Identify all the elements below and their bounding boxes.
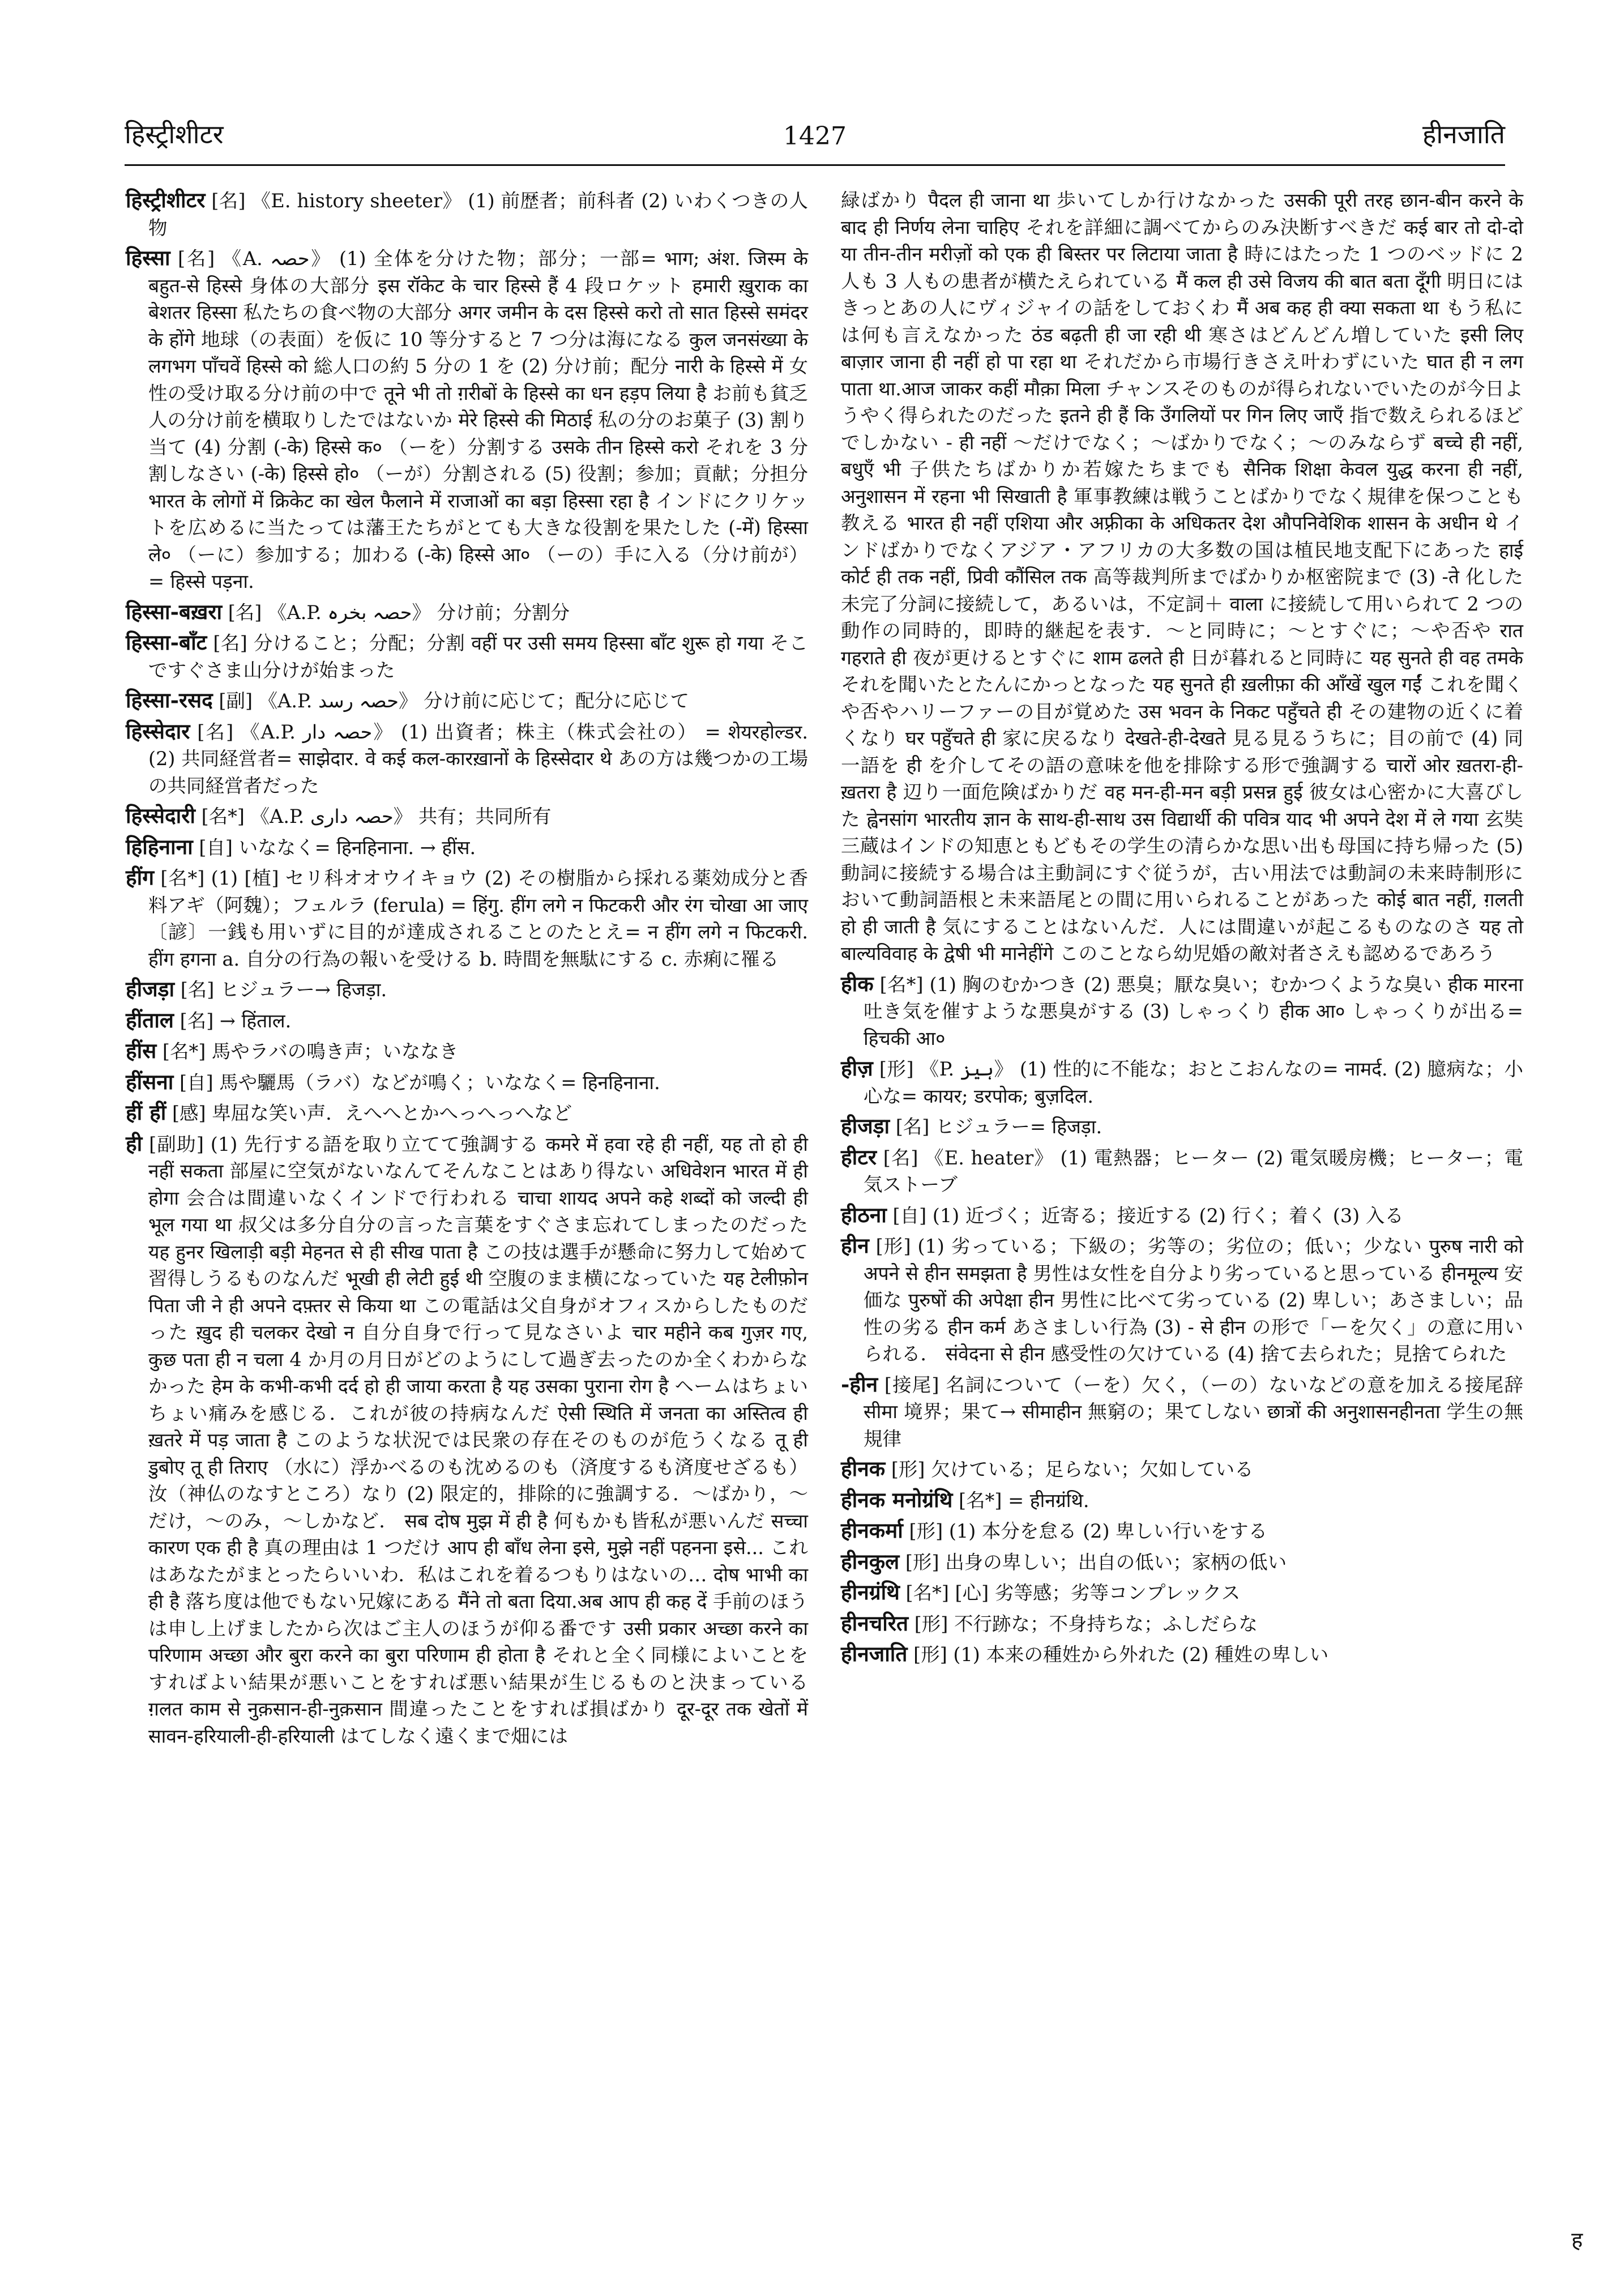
entry-definition: [名] 《A. حصہ》 (1) 全体を分けた物；部分；一部= भाग; अंश. जिस्म के बहुत-से हिस्से 身体の大部分 इस रॉकेट के चार हिस्से हैं 4 段ロケット हमारी ख़ुराक का बेशतर हिस्सा 私たちの食べ物の大部分 अगर जमीन के दस हिस्से करो तो सात हिस्से समंदर के होंगे 地球（の表面）を仮に 10 等分すると 7 つ分は海になる कुल जनसंख्या के लगभग पाँचवें हिस्से को 総人口の約 5 分の 1 を (2) 分け前；配分 नारी के हिस्से में 女性の受け取る分け前の中で तूने भी तो ग़रीबों के हिस्से का धन हड़प लिया है お前も貧乏人の分け前を横取りしたではないか मेरे हिस्से की मिठाई 私の分のお菓子 (3) 割り当て (4) 分割 (-के) हिस्से क० （ーを）分割する उसके तीन हिस्से करो それを 3 分割しなさい (-के) हिस्से हो० （ーが）分割される (5) 役割；参加；貢献；分担分 भारत के लोगों में क्रिकेट का खेल फैलाने में राजाओं का बड़ा हिस्सा रहा है インドにクリケットを広めるに当たっては藩王たちがとても大きな役割を果たした (-में) हिस्सा ले० （ーに）参加する；加わる (-के) हिस्से आ० （ーの）手に入る（分け前が） = हिस्से पड़ना. xyxy=(148,247,808,592)
header-rule xyxy=(125,164,1505,166)
entry-definition: [名] 《E. heater》 (1) 電熱器；ヒーター (2) 電気暖房機；ヒーター；電気ストーブ xyxy=(864,1146,1523,1196)
entry-definition: [接尾] 名詞について（ーを）欠く，（ーの）ないなどの意を加える接尾辞 सीमा 境界；果て→ सीमाहीन 無窮の；果てしない छात्रों की अनुशासनहीनता 学生の無規律 xyxy=(864,1373,1523,1450)
entry-definition: [名*] (1) [植] セリ科オオウイキョウ (2) その樹脂から採れる薬効成分と香料アギ（阿魏）；フェルラ (ferula) = हिंगु. हींग लगे न फिटकरी और रंग चोखा आ जाए 〔諺〕一銭も用いずに目的が達成されることのたとえ= न हींग लगे न फिटकरी. हींग हगना a. 自分の行為の報いを受ける b. 時間を無駄にする c. 赤痢に罹る xyxy=(148,867,808,970)
entry-definition: [名*] [心] 劣等感；劣等コンプレックス xyxy=(899,1582,1241,1604)
dictionary-entry xyxy=(126,1038,808,1065)
entry-definition: 緑ばかり पैदल ही जाना था 歩いてしか行けなかった उसकी पूरी तरह छान-बीन करने के बाद ही निर्णय लेना चाहिए それを詳細に調べてからのみ決断すべきだ कई बार तो दो-दो या तीन-तीन मरीज़ों को एक ही बिस्तर पर लिटाया जाता है 時にはたった 1 つのベッドに 2 人も 3 人もの患者が横たえられている मैं कल ही उसे विजय की बात बता दूँगी 明日にはきっとあの人にヴィジャイの話をしておくわ मैं अब कह ही क्या सकता था もう私には何も言えなかった ठंड बढ़ती ही जा रही थी 寒さはどんどん増していた इसी लिए बाज़ार जाना ही नहीं हो पा रहा था それだから市場行きさえ叶わずにいた घात ही न लग पाता था.आज जाकर कहीं मौक़ा मिला チャンスそのものが得られないでいたのが今日ようやく得られたのだった इतने ही हैं कि उँगलियों पर गिन लिए जाएँ 指で数えられるほどでしかない - ही नहीं 〜だけでなく；〜ばかりでなく；〜のみならず बच्चे ही नहीं, बधुएँ भी 子供たちばかりか若嫁たちまでも सैनिक शिक्षा केवल युद्ध करना ही नहीं, अनुशासन में रहना भी सिखाती है 軍事教練は戦うことばかりでなく規律を保つことも教える भारत ही नहीं एशिया और अफ़्रीका के अधिकतर देश औपनिवेशिक शासन के अधीन थे インドばかりでなくアジア・アフリカの大多数の国は植民地支配下にあった हाई कोर्ट ही तक नहीं, प्रिवी कौंसिल तक 高等裁判所までばかりか枢密院まで (3) -ते 化した未完了分詞に接続して，あるいは，不定詞＋ वाला に接続して用いられて 2 つの動作の同時的，即時的継起を表す．〜と同時に；〜とすぐに；〜や否や रात गहराते ही 夜が更けるとすぐに शाम ढलते ही 日が暮れると同時に यह सुनते ही वह तमके それを聞いたとたんにかっとなった यह सुनते ही ख़लीफ़ा की आँखें खुल गईं これを聞くや否やハリーファーの目が覚めた उस भवन के निकट पहुँचते ही その建物の近くに着くなり घर पहुँचते ही 家に戻るなり देखते-ही-देखते 見る見るうちに；目の前で (4) 同一語を ही を介してその語の意味を他を排除する形で強調する चारों ओर ख़तरा-ही-ख़तरा है 辺り一面危険ばかりだ वह मन-ही-मन बड़ी प्रसन्न हुई 彼女は心密かに大喜びした ह्वेनसांग भारतीय ज्ञान के साथ-ही-साथ उस विद्यार्थी की पवित्र याद भी अपने देश में ले गया 玄奘三蔵はインドの知恵ともどもその学生の清らかな思い出も母国に持ち帰った (5) 動詞に接続する場合は主動詞にすぐ従うが，古い用法では動詞の未来時制形において動詞語根と未来語尾との間に用いられることがあった कोई बात नहीं, ग़लती हो ही जाती है 気にすることはないんだ．人には間違いが起こるものなのさ यह तो बाल्यविवाह के द्वेषी भी मानेहींगे このことなら幼児婚の敵対者さえも認めるであろう xyxy=(841,189,1523,964)
section-letter: ह xyxy=(1571,2227,1583,2252)
dictionary-entry xyxy=(126,187,808,241)
entry-definition: [名] 《A.P. حصہ دار》 (1) 出資者；株主（株式会社の） = शेयरहोल्डर. (2) 共同経営者= साझेदार. वे कई कल-कारख़ानों के हिस्सेदार थे あの方は幾つかの工場の共同経営者だった xyxy=(148,720,808,797)
entry-headword: हीक xyxy=(841,971,874,996)
dictionary-entry xyxy=(126,1130,808,1750)
dictionary-entry xyxy=(841,1487,1523,1514)
dictionary-entry xyxy=(841,187,1523,967)
entry-headword: हींग xyxy=(126,865,155,890)
left-guide-word: हिस्ट्रीशीटर xyxy=(125,119,224,150)
entry-headword: हिस्ट्रीशीटर xyxy=(126,187,206,212)
entry-definition: [自] (1) 近づく；近寄る；接近する (2) 行く；着く (3) 入る xyxy=(886,1204,1404,1227)
entry-headword: हिस्सा-बख़रा xyxy=(126,599,223,624)
dictionary-entry xyxy=(841,1113,1523,1141)
entry-definition: [形] 不行跡な；不身持ちな；ふしだらな xyxy=(908,1612,1258,1635)
dictionary-entry xyxy=(841,971,1523,1052)
entry-headword: हींस xyxy=(126,1038,157,1063)
right-guide-word: हीनजाति xyxy=(1422,119,1505,150)
entry-definition: [名] → हिंताल. xyxy=(174,1009,292,1032)
dictionary-entry xyxy=(841,1641,1523,1668)
left-column xyxy=(126,187,808,1753)
dictionary-entry xyxy=(126,834,808,861)
entry-headword: हींताल xyxy=(126,1007,174,1032)
dictionary-entry xyxy=(841,1371,1523,1453)
entry-definition: [名] ヒジュラー→ हिजड़ा. xyxy=(174,979,387,1001)
entry-headword: हीठना xyxy=(841,1202,887,1227)
entry-definition: [形] (1) 本来の種姓から外れた (2) 種姓の卑しい xyxy=(907,1644,1329,1666)
entry-headword: हिस्सेदारी xyxy=(126,803,195,828)
entry-definition: [形] (1) 劣っている；下級の；劣等の；劣位の；低い；少ない पुरुष नारी को अपने से हीन समझता है 男性は女性を自分より劣っていると思っている हीनमूल्य 安価な पुरुषों की अपेक्षा हीन 男性に比べて劣っている (2) 卑しい；あさましい；品性の劣る हीन कर्म あさましい行為 (3) - से हीन の形で「ーを欠く」の意に用いられる． संवेदना से हीन 感受性の欠けている (4) 捨て去られた；見捨てられた xyxy=(864,1235,1523,1365)
dictionary-entry xyxy=(841,1517,1523,1545)
dictionary-entry xyxy=(126,864,808,972)
dictionary-entry xyxy=(126,718,808,800)
dictionary-entry xyxy=(841,1144,1523,1198)
entry-headword: हीजड़ा xyxy=(841,1113,890,1138)
entry-definition: [形] 欠けている；足らない；欠如している xyxy=(885,1458,1254,1480)
entry-definition: [名] 分けること；分配；分割 वहीं पर उसी समय हिस्सा बाँट शुरू हो गया そこですぐさま山分けが始まった xyxy=(148,632,808,681)
entry-definition: [感] 卑屈な笑い声．えへへとかへっへっへなど xyxy=(166,1102,572,1124)
dictionary-entry xyxy=(841,1202,1523,1230)
entry-definition: [自] いななく= हिनहिनाना. → हींस. xyxy=(193,836,476,859)
entry-headword: ही xyxy=(126,1130,143,1156)
dictionary-entry xyxy=(126,599,808,626)
dictionary-entry xyxy=(126,1007,808,1035)
dictionary-entry xyxy=(841,1232,1523,1368)
entry-definition: [名*] (1) 胸のむかつき (2) 悪臭；厭な臭い；むかつくような臭い हीक मारना 吐き気を催すような悪臭がする (3) しゃっくり हीक आ० しゃっくりが出る= हिचकी आ० xyxy=(864,973,1523,1049)
entry-definition: [副] 《A.P. حصہ رسد》 分け前に応じて；配分に応じて xyxy=(212,690,690,712)
entry-definition: [名] 《E. history sheeter》 (1) 前歴者；前科者 (2) いわくつきの人物 xyxy=(148,190,808,239)
dictionary-entry xyxy=(841,1456,1523,1483)
entry-headword: हीनजाति xyxy=(841,1641,908,1666)
entry-definition: [名*] 《A.P. حصہ داری》 共有；共同所有 xyxy=(195,805,552,827)
dictionary-entry xyxy=(126,629,808,684)
entry-headword: हीनग्रंथि xyxy=(841,1580,900,1604)
dictionary-entry xyxy=(126,803,808,830)
entry-definition: [自] 馬や驪馬（ラバ）などが鳴く；いななく= हिनहिनाना. xyxy=(173,1071,660,1094)
entry-definition: [副助] (1) 先行する語を取り立てて強調する कमरे में हवा रहे ही नहीं, यह तो हो ही नहीं सकता 部屋に空気がないなんてそんなことはあり得ない अधिवेशन भारत में ही होगा 会合は間違いなくインドで行われる चाचा शायद अपने कहे शब्दों को जल्दी ही भूल गया था 叔父は多分自分の言った言葉をすぐさま忘れてしまったのだった यह हुनर खिलाड़ी बड़ी मेहनत से ही सीख पाता है この技は選手が懸命に努力して始めて習得しうるものなんだ भूखी ही लेटी हुई थी 空腹のまま横になっていた यह टेलीफ़ोन पिता जी ने ही अपने दफ़्तर से किया था この電話は父自身がオフィスからしたものだった ख़ुद ही चलकर देखो न 自分自身で行って見なさいよ चार महीने कब गुज़र गए, कुछ पता ही न चला 4 か月の月日がどのようにして過ぎ去ったのか全くわからなかった हेम के कभी-कभी दर्द हो ही जाया करता है यह उसका पुराना रोग है ヘームはちょいちょい痛みを感じる．これが彼の持病なんだ ऐसी स्थिति में जनता का अस्तित्व ही ख़तरे में पड़ जाता है このような状況では民衆の存在そのものが危うくなる तू ही डुबोए तू ही तिराए （水に）浮かべるのも沈めるのも（済度するも済度せざるも）汝（神仏のなすところ）なり (2) 限定的，排除的に強調する．〜ばかり，〜だけ，〜のみ，〜しかなど． सब दोष मुझ में ही है 何もかも皆私が悪いんだ सच्चा कारण एक ही है 真の理由は 1 つだけ आप ही बाँध लेना इसे, मुझे नहीं पहनना इसे... これはあなたがまとったらいいわ．私はこれを着るつもりはないの… दोष भाभी का ही है 落ち度は他でもない兄嫁にある मैंने तो बता दिया.अब आप ही कह दें 手前のほうは申し上げましたから次はご主人のほうが仰る番です उसी प्रकार अच्छा करने का परिणाम अच्छा और बुरा करने का बुरा परिणाम ही होता है それと全く同様によいことをすればよい結果が悪いことをすれば悪い結果が生じるものと決まっている ग़लत काम से नुक़सान-ही-नुक़सान 間違ったことをすれば損ばかり दूर-दूर तक खेतों में सावन-हरियाली-ही-हरियाली はてしなく遠くまで畑には xyxy=(142,1133,808,1747)
entry-definition: [名] ヒジュラー= हिजड़ा. xyxy=(890,1116,1102,1138)
entry-definition: [形] 《P. ہیز》 (1) 性的に不能な；おとこおんなの= नामर्द. (2) 臆病な；小心な= कायर; डरपोक; बुज़दिल. xyxy=(864,1058,1523,1107)
entry-headword: हीज़ xyxy=(841,1056,873,1081)
dictionary-entry xyxy=(841,1610,1523,1638)
dictionary-entry xyxy=(126,687,808,715)
dictionary-entry xyxy=(126,1069,808,1096)
entry-headword: हिस्सेदार xyxy=(126,718,190,744)
dictionary-entry xyxy=(126,245,808,595)
entry-definition: [名*] 馬やラバの鳴き声；いななき xyxy=(156,1040,459,1062)
entry-headword: हीनकुल xyxy=(841,1548,900,1574)
entry-headword: हींसना xyxy=(126,1069,174,1094)
right-column xyxy=(841,187,1523,1672)
entry-headword: हीनक मनोग्रंथि xyxy=(841,1487,953,1512)
entry-definition: [形] 出身の卑しい；出自の低い；家柄の低い xyxy=(899,1551,1287,1573)
entry-headword: हीनचरित xyxy=(841,1610,909,1636)
entry-headword: हिहिनाना xyxy=(126,834,193,859)
dictionary-entry xyxy=(841,1055,1523,1109)
page-number: 1427 xyxy=(783,122,847,151)
dictionary-entry xyxy=(841,1548,1523,1576)
entry-definition: [名] 《A.P. حصہ بخرہ》 分け前；分割分 xyxy=(222,601,570,624)
entry-definition: [形] (1) 本分を怠る (2) 卑しい行いをする xyxy=(903,1520,1268,1542)
page-header xyxy=(125,116,1505,161)
entry-headword: हिस्सा-रसद xyxy=(126,688,213,712)
entry-headword: हीनकर्मा xyxy=(841,1518,903,1543)
entry-definition: [名*] = हीनग्रंथि. xyxy=(952,1489,1089,1512)
entry-headword: हिस्सा xyxy=(126,245,170,270)
dictionary-entry xyxy=(841,1579,1523,1607)
entry-headword: हीं हीं xyxy=(126,1100,166,1125)
entry-headword: हिस्सा-बाँट xyxy=(126,630,207,655)
dictionary-entry xyxy=(126,976,808,1004)
entry-headword: हीन xyxy=(841,1233,869,1258)
entry-headword: हीनक xyxy=(841,1456,886,1481)
entry-headword: हीटर xyxy=(841,1144,877,1170)
entry-headword: -हीन xyxy=(841,1371,878,1397)
dictionary-entry xyxy=(126,1099,808,1127)
entry-headword: हीजड़ा xyxy=(126,976,175,1001)
